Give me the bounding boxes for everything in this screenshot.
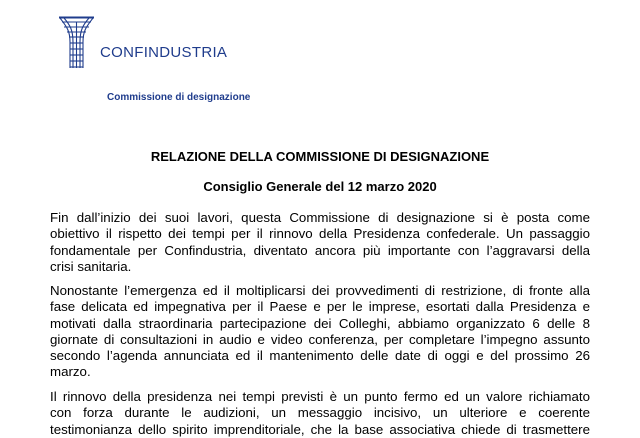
document-title: RELAZIONE DELLA COMMISSIONE DI DESIGNAZIONE: [150, 149, 490, 164]
paragraph-line: motivati dalla straordinaria partecipazione dei Colleghi, abbiamo organizzato 6 delle 8: [50, 315, 590, 331]
paragraph-line: fondamentale per Confindustria, diventato ancora più importante con l’aggravarsi della: [50, 242, 590, 258]
paragraph-2: [50, 283, 590, 381]
paragraph-line: obiettivo il rispetto dei tempi per il rinnovo della Presidenza confederale. Un passaggio: [50, 226, 590, 242]
brand-name: CONFINDUSTRIA: [100, 44, 228, 61]
paragraph-line: Il rinnovo della presidenza nei tempi previsti è un punto fermo ed un valore richiamato: [50, 389, 590, 404]
paragraph-line: Fin dall’inizio dei suoi lavori, questa Commissione di designazione si è posta come: [50, 210, 590, 225]
paragraph-line: giornate di consultazioni in audio e video conferenza, per completare l’impegno assunto: [50, 331, 590, 347]
commission-label: Commissione di designazione: [107, 92, 251, 103]
paragraph-line: fase delicata ed impegnativa per il Paese e per le imprese, esortati dalla Presidenza e: [50, 299, 590, 315]
confindustria-logo-icon: [58, 16, 95, 70]
paragraph-line: Nonostante l’emergenza ed il moltiplicarsi dei provvedimenti di restrizione, di fronte alla: [50, 283, 590, 298]
paragraph-line: marzo.: [50, 364, 91, 380]
paragraph-1: [50, 210, 590, 275]
paragraph-line: testimonianza dello spirito imprenditoriale, che la base associativa chiede di trasmettere: [50, 421, 590, 437]
document-subtitle: Consiglio Generale del 12 marzo 2020: [203, 179, 437, 194]
paragraph-line: crisi sanitaria.: [50, 258, 132, 274]
paragraph-line: con forza durante le audizioni, un messaggio incisivo, un ulteriore e coerente: [50, 405, 590, 421]
paragraph-line: secondo l’agenda annunciata ed il mantenimento delle date di oggi e del prossimo 26: [50, 348, 590, 364]
